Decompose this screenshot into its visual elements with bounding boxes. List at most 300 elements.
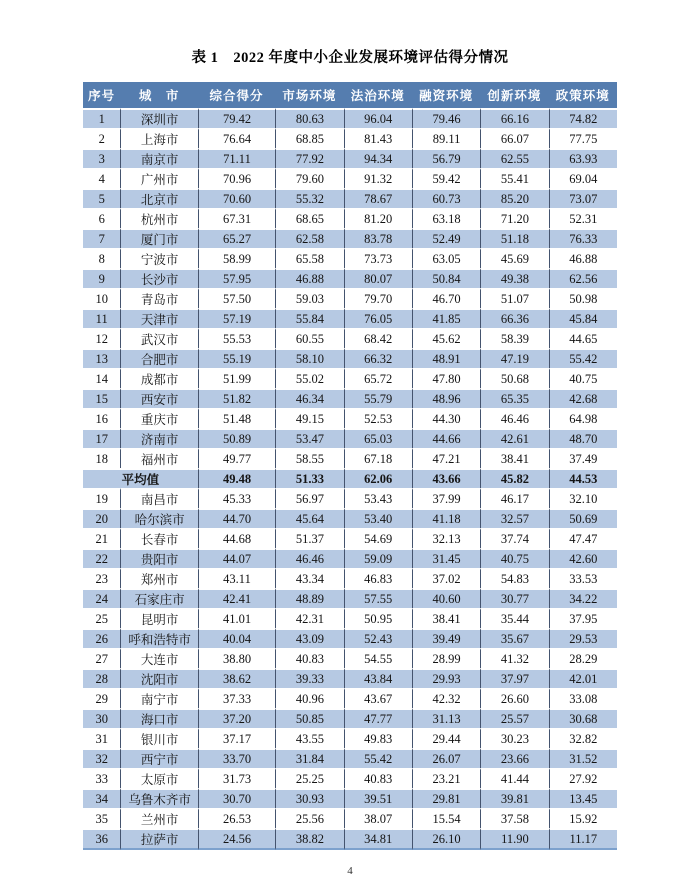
cell-score: 59.42 [412,168,480,188]
cell-city: 宁波市 [120,248,197,268]
cell-score: 51.82 [198,388,275,408]
score-table [83,82,617,850]
cell-score: 41.85 [412,308,480,328]
cell-score: 43.84 [344,668,412,688]
cell-score: 71.11 [198,148,275,168]
cell-score: 29.81 [412,788,480,808]
cell-score: 43.55 [275,728,343,748]
cell-city: 南昌市 [120,488,197,508]
table-row [83,588,617,608]
cell-no: 27 [83,648,120,668]
table-row [83,348,617,368]
cell-score: 45.62 [412,328,480,348]
cell-score: 80.07 [344,268,412,288]
table-row [83,528,617,548]
cell-score: 31.45 [412,548,480,568]
cell-score: 42.41 [198,588,275,608]
cell-score: 68.42 [344,328,412,348]
table-row [83,608,617,628]
cell-no: 12 [83,328,120,348]
cell-score: 50.68 [480,368,548,388]
cell-score: 25.25 [275,768,343,788]
table-row [83,628,617,648]
header-row [83,82,617,108]
cell-score: 13.45 [549,788,617,808]
cell-score: 47.21 [412,448,480,468]
cell-score: 44.07 [198,548,275,568]
cell-score: 62.58 [275,228,343,248]
cell-score: 62.55 [480,148,548,168]
cell-score: 81.20 [344,208,412,228]
cell-score: 44.66 [412,428,480,448]
table-row [83,248,617,268]
cell-score: 30.70 [198,788,275,808]
cell-city: 哈尔滨市 [120,508,197,528]
cell-score: 23.21 [412,768,480,788]
cell-score: 76.64 [198,128,275,148]
cell-score: 39.33 [275,668,343,688]
cell-score: 62.06 [344,468,412,488]
cell-city: 长春市 [120,528,197,548]
cell-score: 31.73 [198,768,275,788]
cell-score: 35.67 [480,628,548,648]
cell-score: 48.91 [412,348,480,368]
table-row [83,568,617,588]
cell-score: 89.11 [412,128,480,148]
table-row [83,488,617,508]
cell-score: 50.85 [275,708,343,728]
cell-score: 32.57 [480,508,548,528]
cell-score: 67.18 [344,448,412,468]
cell-city: 长沙市 [120,268,197,288]
cell-city: 南宁市 [120,688,197,708]
cell-score: 67.31 [198,208,275,228]
cell-no: 10 [83,288,120,308]
cell-city: 沈阳市 [120,668,197,688]
cell-city: 昆明市 [120,608,197,628]
cell-score: 52.49 [412,228,480,248]
cell-score: 73.07 [549,188,617,208]
cell-no: 22 [83,548,120,568]
cell-score: 45.84 [549,308,617,328]
table-title: 表 1 2022 年度中小企业发展环境评估得分情况 [191,50,509,66]
cell-score: 48.89 [275,588,343,608]
cell-score: 40.60 [412,588,480,608]
cell-score: 50.89 [198,428,275,448]
table-row [83,448,617,468]
cell-score: 49.83 [344,728,412,748]
cell-score: 26.53 [198,808,275,828]
table-row [83,688,617,708]
cell-score: 68.85 [275,128,343,148]
table-row [83,368,617,388]
cell-score: 24.56 [198,828,275,850]
cell-score: 54.83 [480,568,548,588]
table-row [83,668,617,688]
cell-score: 65.27 [198,228,275,248]
cell-city: 青岛市 [120,288,197,308]
cell-score: 43.66 [412,468,480,488]
cell-score: 15.54 [412,808,480,828]
table-row [83,388,617,408]
cell-city: 拉萨市 [120,828,197,850]
cell-score: 66.36 [480,308,548,328]
cell-score: 49.48 [198,468,275,488]
cell-city: 南京市 [120,148,197,168]
cell-score: 76.05 [344,308,412,328]
cell-score: 59.09 [344,548,412,568]
header-cell: 创新环境 [480,82,548,108]
cell-city: 乌鲁木齐市 [120,788,197,808]
cell-score: 76.33 [549,228,617,248]
cell-score: 49.15 [275,408,343,428]
header-cell: 融资环境 [412,82,480,108]
header-cell: 政策环境 [549,82,617,108]
cell-city: 石家庄市 [120,588,197,608]
cell-score: 37.49 [549,448,617,468]
cell-score: 46.17 [480,488,548,508]
cell-score: 81.43 [344,128,412,148]
cell-score: 43.67 [344,688,412,708]
cell-score: 41.32 [480,648,548,668]
cell-score: 79.60 [275,168,343,188]
cell-score: 42.31 [275,608,343,628]
table-row [83,148,617,168]
header-cell: 市场环境 [275,82,343,108]
cell-score: 40.04 [198,628,275,648]
cell-score: 37.95 [549,608,617,628]
cell-score: 65.03 [344,428,412,448]
cell-score: 43.09 [275,628,343,648]
cell-score: 85.20 [480,188,548,208]
cell-score: 11.90 [480,828,548,850]
cell-city: 郑州市 [120,568,197,588]
cell-no: 24 [83,588,120,608]
cell-score: 74.82 [549,108,617,128]
table-row [83,168,617,188]
cell-score: 46.34 [275,388,343,408]
cell-city: 合肥市 [120,348,197,368]
cell-score: 27.92 [549,768,617,788]
cell-score: 37.33 [198,688,275,708]
table-row [83,228,617,248]
cell-score: 47.19 [480,348,548,368]
cell-score: 42.32 [412,688,480,708]
cell-score: 47.77 [344,708,412,728]
cell-score: 60.55 [275,328,343,348]
cell-score: 58.55 [275,448,343,468]
cell-no: 18 [83,448,120,468]
header-cell: 综合得分 [198,82,275,108]
cell-score: 11.17 [549,828,617,850]
cell-city: 重庆市 [120,408,197,428]
table-row [83,828,617,850]
cell-score: 44.70 [198,508,275,528]
cell-score: 66.32 [344,348,412,368]
cell-city: 西宁市 [120,748,197,768]
cell-score: 55.02 [275,368,343,388]
cell-score: 38.07 [344,808,412,828]
cell-score: 55.32 [275,188,343,208]
cell-score: 55.79 [344,388,412,408]
cell-score: 31.13 [412,708,480,728]
header-cell: 序号 [83,82,120,108]
cell-score: 40.75 [549,368,617,388]
cell-score: 53.43 [344,488,412,508]
cell-score: 79.46 [412,108,480,128]
cell-score: 53.40 [344,508,412,528]
cell-score: 37.20 [198,708,275,728]
cell-score: 42.01 [549,668,617,688]
cell-score: 38.62 [198,668,275,688]
cell-score: 43.11 [198,568,275,588]
cell-score: 30.23 [480,728,548,748]
cell-no: 7 [83,228,120,248]
cell-score: 51.18 [480,228,548,248]
table-row [83,508,617,528]
cell-score: 57.50 [198,288,275,308]
cell-no: 25 [83,608,120,628]
cell-score: 29.53 [549,628,617,648]
cell-score: 57.19 [198,308,275,328]
cell-score: 28.99 [412,648,480,668]
cell-score: 29.44 [412,728,480,748]
cell-score: 23.66 [480,748,548,768]
cell-score: 96.04 [344,108,412,128]
cell-no: 3 [83,148,120,168]
cell-city: 银川市 [120,728,197,748]
average-row [83,468,617,488]
cell-score: 46.88 [275,268,343,288]
cell-score: 37.02 [412,568,480,588]
cell-score: 34.81 [344,828,412,850]
cell-score: 52.31 [549,208,617,228]
cell-score: 55.41 [480,168,548,188]
cell-city: 兰州市 [120,808,197,828]
cell-score: 38.41 [412,608,480,628]
cell-score: 68.65 [275,208,343,228]
cell-score: 32.82 [549,728,617,748]
cell-score: 80.63 [275,108,343,128]
cell-score: 73.73 [344,248,412,268]
cell-score: 54.55 [344,648,412,668]
cell-score: 49.38 [480,268,548,288]
cell-score: 57.95 [198,268,275,288]
table-row [83,268,617,288]
cell-score: 37.74 [480,528,548,548]
cell-score: 33.70 [198,748,275,768]
cell-score: 44.53 [549,468,617,488]
cell-no: 29 [83,688,120,708]
cell-score: 50.95 [344,608,412,628]
cell-score: 28.29 [549,648,617,668]
cell-no: 8 [83,248,120,268]
cell-score: 46.70 [412,288,480,308]
page-number: 4 [347,865,353,877]
cell-score: 46.83 [344,568,412,588]
cell-score: 46.88 [549,248,617,268]
cell-score: 40.83 [275,648,343,668]
cell-no: 15 [83,388,120,408]
cell-score: 71.20 [480,208,548,228]
cell-no: 4 [83,168,120,188]
cell-no: 32 [83,748,120,768]
cell-score: 45.82 [480,468,548,488]
cell-city: 成都市 [120,368,197,388]
cell-score: 66.07 [480,128,548,148]
table-row [83,808,617,828]
cell-no: 9 [83,268,120,288]
cell-score: 64.98 [549,408,617,428]
cell-score: 48.70 [549,428,617,448]
cell-score: 60.73 [412,188,480,208]
cell-city: 贵阳市 [120,548,197,568]
cell-no: 31 [83,728,120,748]
cell-no: 17 [83,428,120,448]
cell-city: 北京市 [120,188,197,208]
cell-score: 56.97 [275,488,343,508]
cell-city: 太原市 [120,768,197,788]
cell-score: 45.33 [198,488,275,508]
cell-no: 5 [83,188,120,208]
table-row [83,428,617,448]
cell-score: 56.79 [412,148,480,168]
cell-score: 55.53 [198,328,275,348]
cell-city: 大连市 [120,648,197,668]
cell-no: 20 [83,508,120,528]
cell-score: 40.96 [275,688,343,708]
cell-score: 58.10 [275,348,343,368]
cell-score: 77.75 [549,128,617,148]
table-row [83,648,617,668]
cell-score: 46.46 [480,408,548,428]
cell-score: 33.08 [549,688,617,708]
table-row [83,548,617,568]
cell-score: 26.10 [412,828,480,850]
cell-score: 55.42 [344,748,412,768]
table-row [83,308,617,328]
cell-city: 济南市 [120,428,197,448]
cell-score: 32.10 [549,488,617,508]
cell-score: 49.77 [198,448,275,468]
cell-no: 14 [83,368,120,388]
cell-score: 15.92 [549,808,617,828]
cell-city: 西安市 [120,388,197,408]
cell-city: 厦门市 [120,228,197,248]
cell-score: 42.68 [549,388,617,408]
cell-no: 34 [83,788,120,808]
cell-score: 51.48 [198,408,275,428]
cell-score: 33.53 [549,568,617,588]
cell-city: 海口市 [120,708,197,728]
cell-score: 38.80 [198,648,275,668]
cell-score: 55.42 [549,348,617,368]
cell-score: 53.47 [275,428,343,448]
cell-score: 38.41 [480,448,548,468]
cell-score: 54.69 [344,528,412,548]
cell-score: 45.64 [275,508,343,528]
cell-score: 48.96 [412,388,480,408]
cell-score: 51.99 [198,368,275,388]
cell-no: 35 [83,808,120,828]
header-cell: 法治环境 [344,82,412,108]
cell-score: 32.13 [412,528,480,548]
cell-score: 37.97 [480,668,548,688]
header-cell: 城 市 [120,82,197,108]
cell-score: 58.39 [480,328,548,348]
table-body [83,108,617,850]
cell-city: 呼和浩特市 [120,628,197,648]
table-row [83,728,617,748]
table-row [83,788,617,808]
cell-city: 上海市 [120,128,197,148]
cell-no: 13 [83,348,120,368]
cell-score: 30.77 [480,588,548,608]
cell-score: 44.65 [549,328,617,348]
table-row [83,128,617,148]
cell-no: 6 [83,208,120,228]
cell-score: 39.51 [344,788,412,808]
cell-score: 31.52 [549,748,617,768]
cell-score: 51.33 [275,468,343,488]
cell-score: 37.99 [412,488,480,508]
cell-score: 34.22 [549,588,617,608]
table-row [83,328,617,348]
cell-score: 30.93 [275,788,343,808]
cell-score: 70.96 [198,168,275,188]
cell-score: 42.60 [549,548,617,568]
cell-score: 55.84 [275,308,343,328]
cell-no: 11 [83,308,120,328]
cell-score: 65.35 [480,388,548,408]
cell-no: 33 [83,768,120,788]
cell-score: 41.01 [198,608,275,628]
cell-score: 40.75 [480,548,548,568]
table-row [83,748,617,768]
cell-score: 44.30 [412,408,480,428]
cell-score: 59.03 [275,288,343,308]
cell-city: 天津市 [120,308,197,328]
cell-city: 杭州市 [120,208,197,228]
cell-score: 77.92 [275,148,343,168]
cell-score: 26.60 [480,688,548,708]
cell-score: 70.60 [198,188,275,208]
cell-score: 37.17 [198,728,275,748]
cell-score: 35.44 [480,608,548,628]
cell-score: 45.69 [480,248,548,268]
cell-score: 39.81 [480,788,548,808]
cell-city: 武汉市 [120,328,197,348]
cell-no: 2 [83,128,120,148]
cell-score: 47.80 [412,368,480,388]
cell-score: 25.56 [275,808,343,828]
cell-score: 31.84 [275,748,343,768]
cell-score: 38.82 [275,828,343,850]
cell-score: 37.58 [480,808,548,828]
cell-score: 63.18 [412,208,480,228]
cell-score: 40.83 [344,768,412,788]
cell-no: 26 [83,628,120,648]
cell-score: 79.70 [344,288,412,308]
cell-score: 58.99 [198,248,275,268]
cell-score: 30.68 [549,708,617,728]
cell-city: 广州市 [120,168,197,188]
cell-score: 50.69 [549,508,617,528]
table-row [83,208,617,228]
table-header [83,82,617,108]
table-row [83,188,617,208]
cell-score: 51.07 [480,288,548,308]
